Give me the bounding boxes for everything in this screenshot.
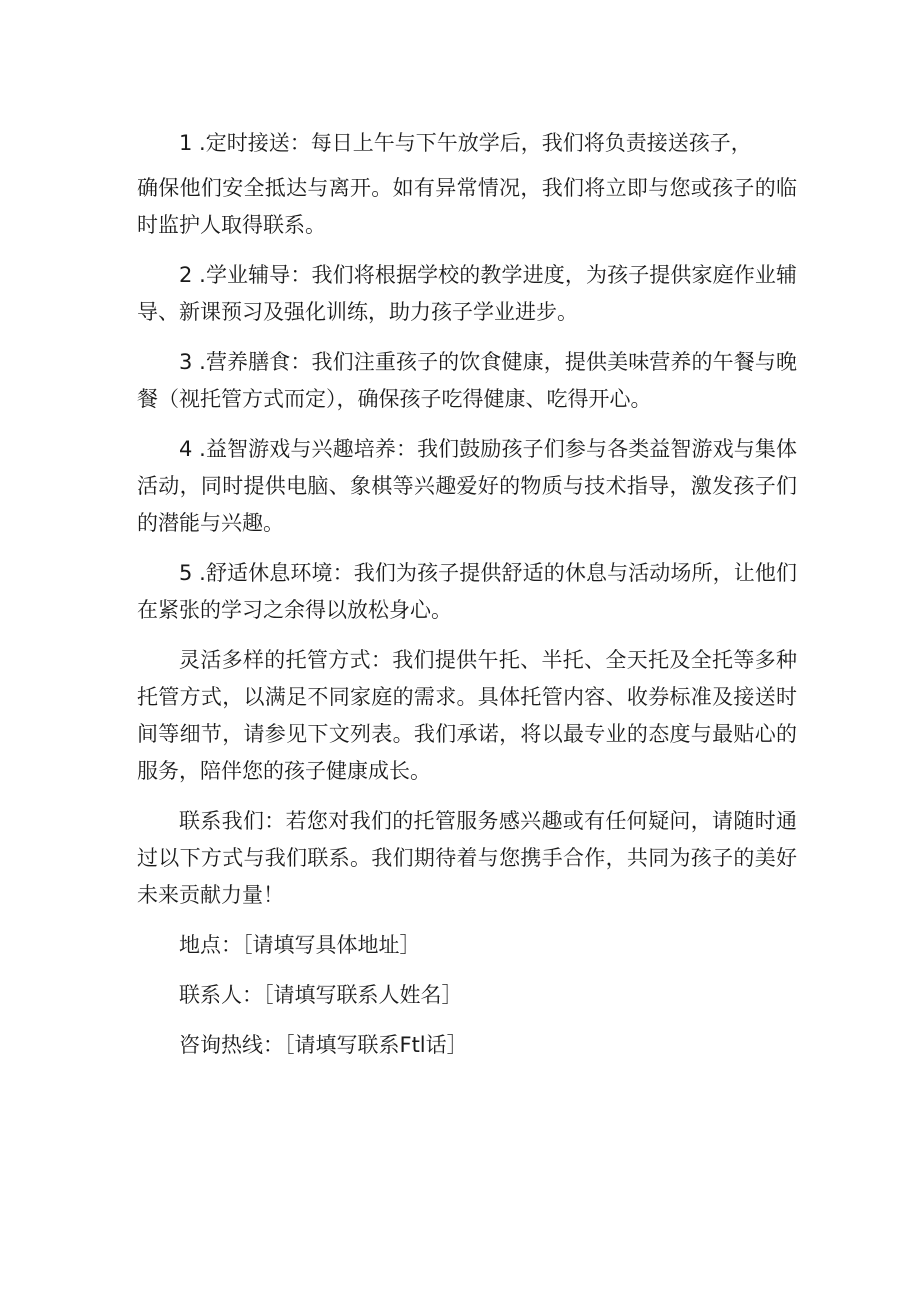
contact-hotline: 咨询热线：［请填写联系Ftl话］	[179, 1033, 468, 1057]
paragraph-pickup-body: 确保他们安全抵达与离开。如有异常情况，我们将立即与您或孩子的临时监护人取得联系。	[137, 176, 797, 237]
paragraph-contact-us: 联系我们：若您对我们的托管服务感兴趣或有任何疑问，请随时通过以下方式与我们联系。我们期待着与您携手合作，共同为孩子的美好未来贡献力量！	[137, 809, 797, 907]
document-body	[137, 125, 797, 1077]
paragraph-rest: 5 .舒适休息环境：我们为孩子提供舒适的休息与活动场所，让他们在紧张的学习之余得以放松身心。	[137, 561, 797, 622]
contact-address: 地点：［请填写具体地址］	[179, 933, 421, 957]
paragraph-meals: 3 .营养膳食：我们注重孩子的饮食健康，提供美味营养的午餐与晚餐（视托管方式而定），确保孩子吃得健康、吃得开心。	[137, 350, 797, 411]
paragraph-pickup-lead: 1 .定时接送：每日上午与下午放学后，我们将负责接送孩子，	[179, 131, 752, 155]
contact-person: 联系人：［请填写联系人姓名］	[179, 983, 463, 1007]
paragraph-care-options: 灵活多样的托管方式：我们提供午托、半托、全天托及全托等多种托管方式，以满足不同家庭的需求。具体托管内容、收券标准及接送时间等细节，请参见下文列表。我们承诺，将以最专业的态度与最贴心的服务，陪伴您的孩子健康成长。	[137, 648, 797, 783]
paragraph-tutoring: 2 .学业辅导：我们将根据学校的教学进度，为孩子提供家庭作业辅导、新课预习及强化训练，助力孩子学业进步。	[137, 263, 797, 324]
paragraph-games: 4 .益智游戏与兴趣培养：我们鼓励孩子们参与各类益智游戏与集体活动，同时提供电脑、象棋等兴趣爱好的物质与技术指导，激发孩子们的潜能与兴趣。	[137, 437, 797, 535]
